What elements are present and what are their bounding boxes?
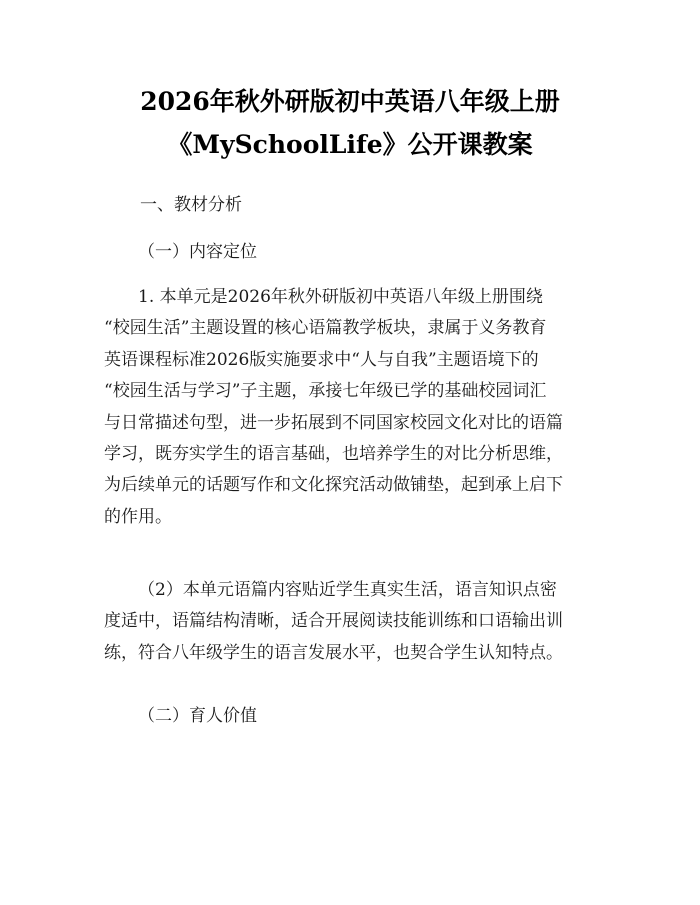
paragraph-line: “校园生活与学习”子主题，承接七年级已学的基础校园词汇 xyxy=(104,381,547,402)
paragraph-line: 练，符合八年级学生的语言发展水平，也契合学生认知特点。 xyxy=(104,642,563,663)
paragraph-line: 学习，既夯实学生的语言基础，也培养学生的对比分析思维， xyxy=(104,444,563,465)
paragraph-line: （2）本单元语篇内容贴近学生真实生活，语言知识点密 xyxy=(138,580,557,600)
paragraph-content-positioning xyxy=(104,282,604,533)
section-heading-textbook-analysis: 一、教材分析 xyxy=(140,195,242,215)
paragraph-line: 英语课程标准2026版实施要求中“人与自我”主题语境下的 xyxy=(104,349,539,370)
paragraph-unit-language xyxy=(104,575,604,669)
subsection-heading-content-positioning: （一）内容定位 xyxy=(138,242,257,262)
subsection-heading-educational-value: （二）育人价值 xyxy=(138,706,257,726)
paragraph-line: 1. 本单元是2026年秋外研版初中英语八年级上册围绕 xyxy=(138,287,543,307)
paragraph-line: 度适中，语篇结构清晰，适合开展阅读技能训练和口语输出训 xyxy=(104,611,563,632)
paragraph-line: 与日常描述句型，进一步拓展到不同国家校园文化对比的语篇 xyxy=(104,412,563,433)
paragraph-line: “校园生活”主题设置的核心语篇教学板块，隶属于义务教育 xyxy=(104,318,547,339)
document-title-line-1: 2026年秋外研版初中英语八年级上册 xyxy=(140,87,560,116)
paragraph-line: 的作用。 xyxy=(104,506,172,527)
document-title-line-2: 《MySchoolLife》公开课教案 xyxy=(167,130,533,159)
paragraph-line: 为后续单元的话题写作和文化探究活动做铺垫，起到承上启下 xyxy=(104,475,563,496)
